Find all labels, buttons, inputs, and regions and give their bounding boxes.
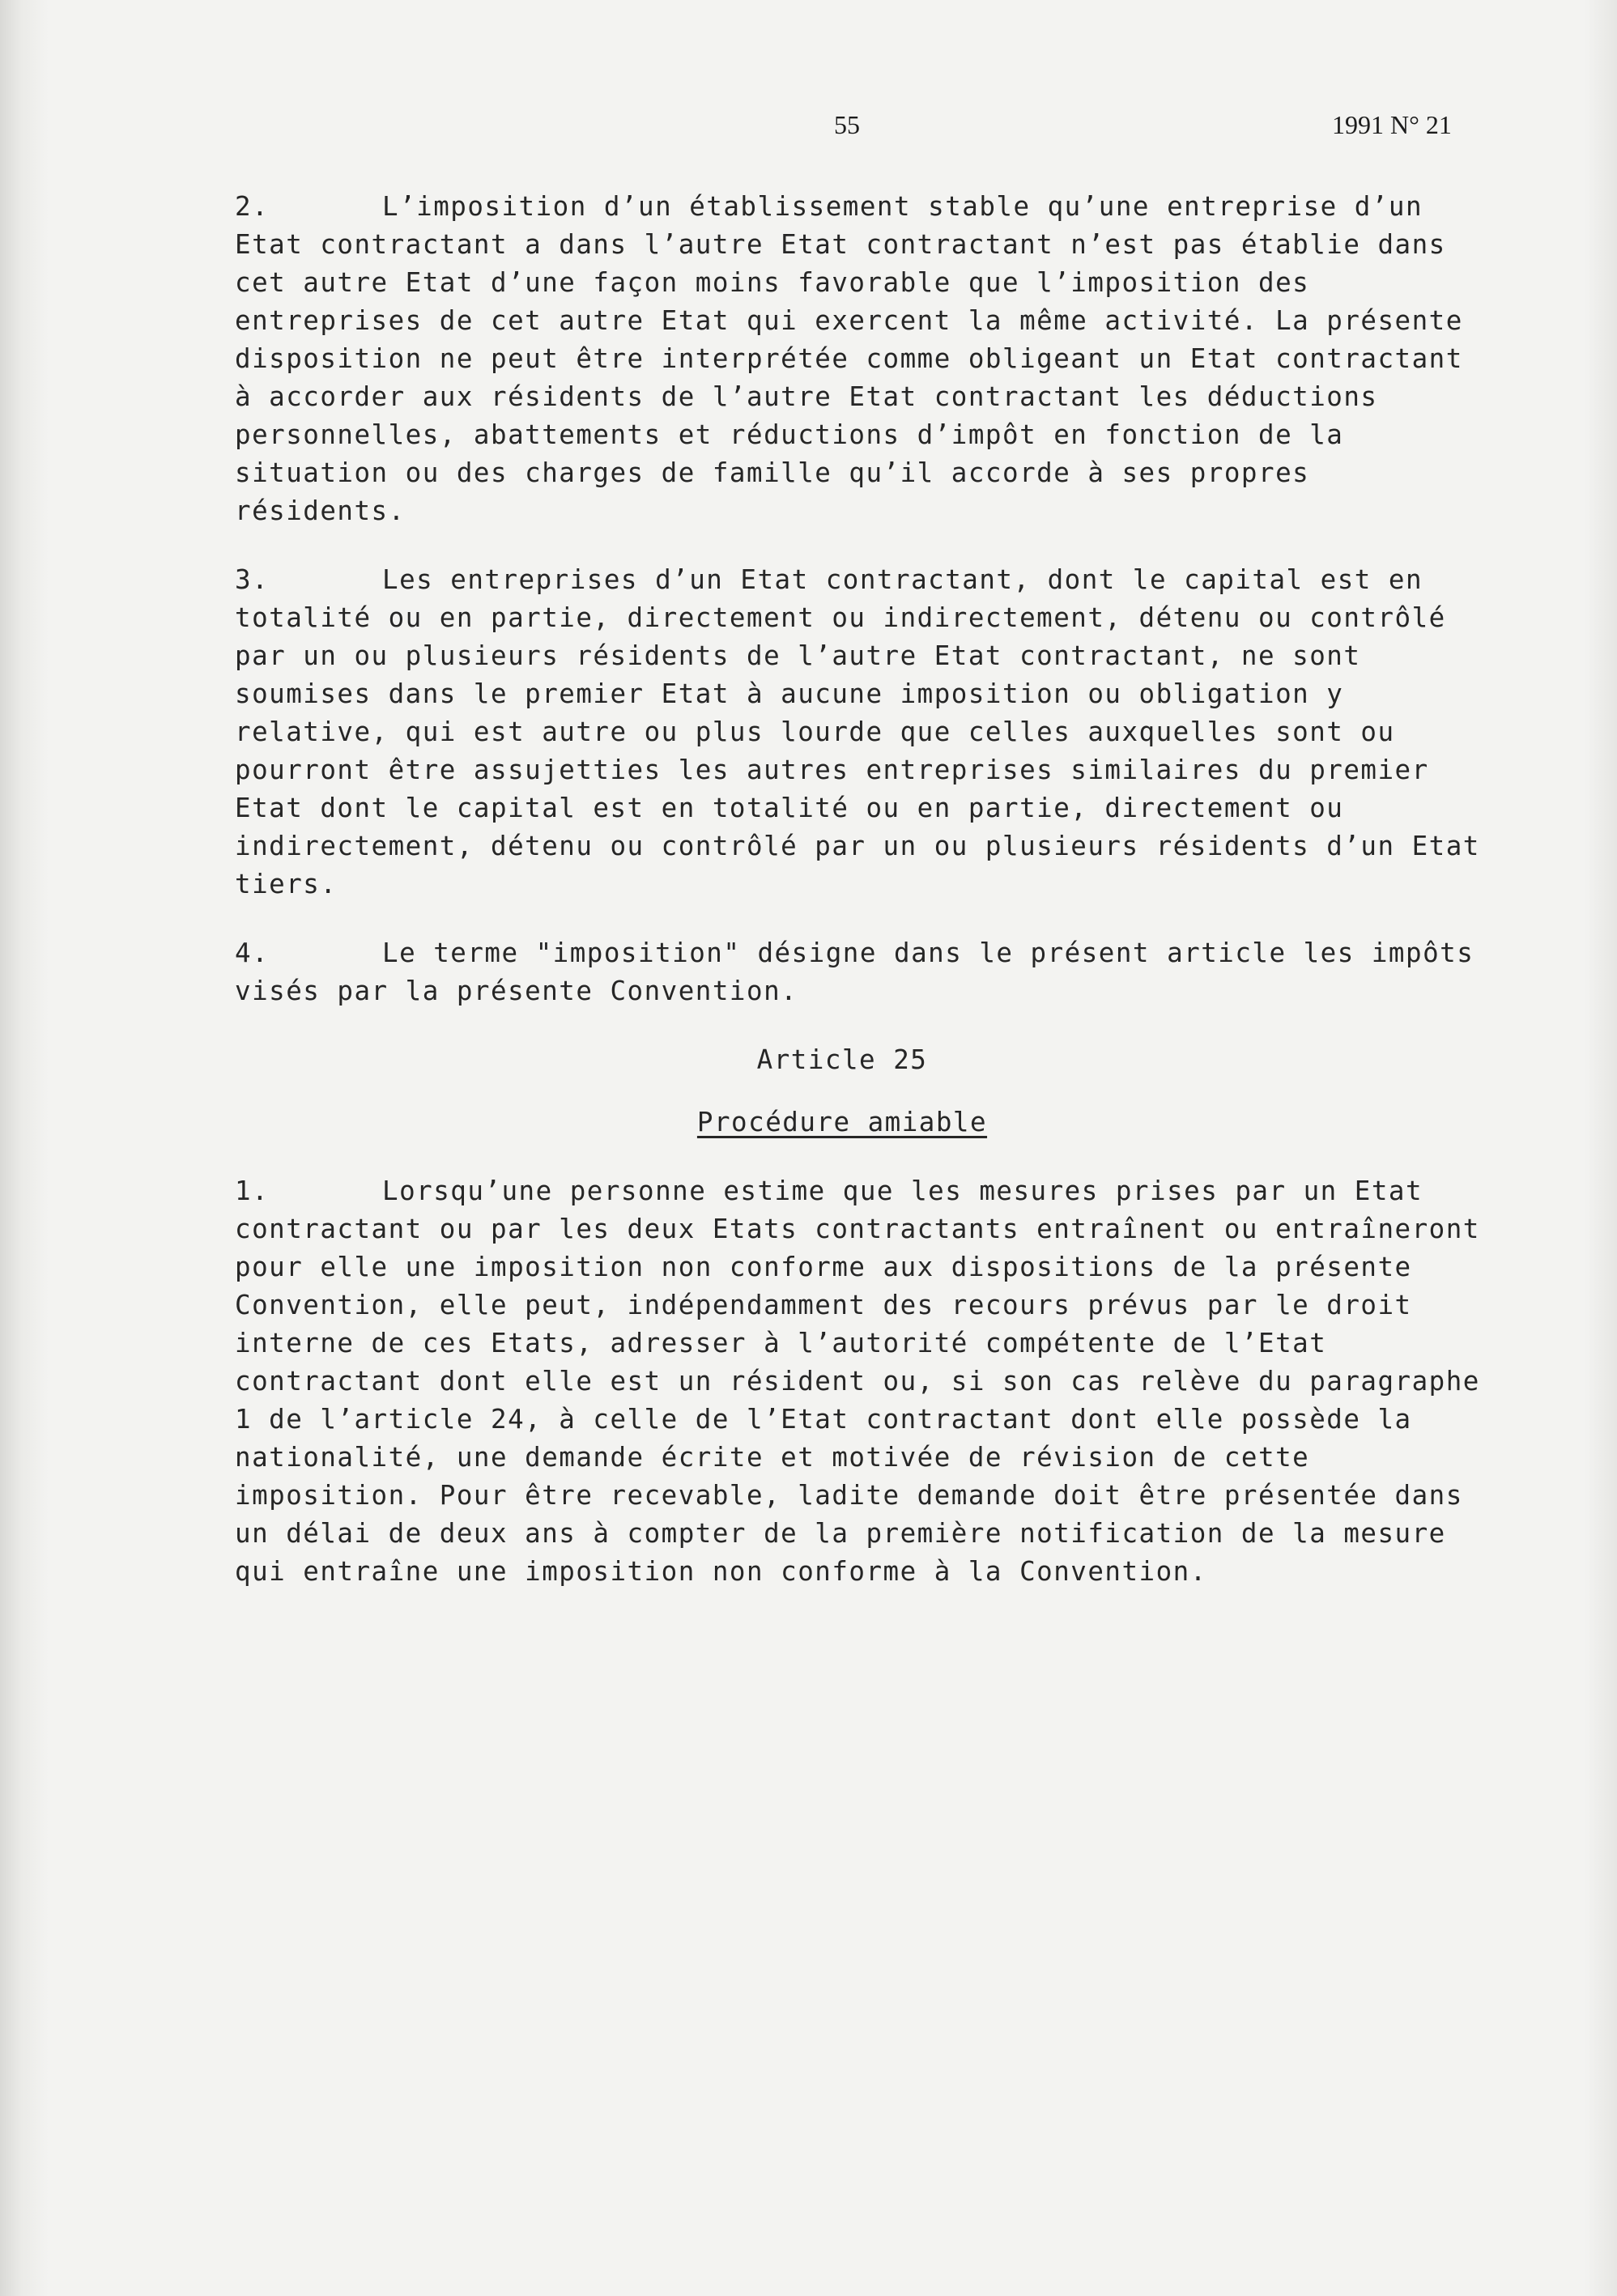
paragraph-text: Le terme "imposition" désigne dans le présent article les impôts visés par la présente Convention.	[235, 938, 1474, 1006]
journal-reference: 1991 N° 21	[1332, 110, 1452, 139]
article-heading: Article 25	[756, 1044, 928, 1075]
page-gutter-shadow	[0, 0, 49, 2296]
paragraph-text: Lorsqu’une personne estime que les mesures prises par un Etat contractant ou par les deux Etats contractants entraînent ou entraîneront pour elle une imposition non conforme aux dispositions de la présente Convention, elle peut, indépendamment des recours prévus par le droit interne de ces Etats, adresser à l’autorité compétente de l’Etat contractant dont elle est un résident ou, si son cas relève du paragraphe 1 de l’article 24, à celle de l’Etat contractant dont elle possède la nationalité, une demande écrite et motivée de révision de cette imposition. Pour être recevable, ladite demande doit être présentée dans un délai de deux ans à compter de la première notification de la mesure qui entraîne une imposition non conforme à la Convention.	[235, 1176, 1480, 1587]
paragraph-number: 4.	[235, 938, 270, 968]
paragraph-number: 2.	[235, 191, 270, 222]
paragraph-number: 3.	[235, 564, 270, 595]
paragraph-text: L’imposition d’un établissement stable qu’une entreprise d’un Etat contractant a dans l’autre Etat contractant n’est pas établie dans cet autre Etat d’une façon moins favorable que l’imposition des entreprises de cet autre Etat qui exercent la même activité. La présente disposition ne peut être interprétée comme obligeant un Etat contractant à accorder aux résidents de l’autre Etat contractant les déductions personnelles, abattements et réductions d’impôt en fonction de la situation ou des charges de famille qu’il accorde à ses propres résidents.	[235, 191, 1463, 526]
document-body	[235, 188, 1482, 1622]
paragraph-2	[235, 188, 1482, 530]
paragraph-1	[235, 1172, 1482, 1591]
paragraph-4	[235, 934, 1482, 1010]
page-number: 55	[834, 110, 860, 139]
paragraph-text: Les entreprises d’un Etat contractant, dont le capital est en totalité ou en partie, directement ou indirectement, détenu ou contrôlé par un ou plusieurs résidents de l’autre Etat contractant, ne sont soumises dans le premier Etat à aucune imposition ou obligation y relative, qui est autre ou plus lourde que celles auxquelles sont ou pourront être assujetties les autres entreprises similaires du premier Etat dont le capital est en totalité ou en partie, directement ou indirectement, détenu ou contrôlé par un ou plusieurs résidents d’un Etat tiers.	[235, 564, 1480, 899]
page-edge-shadow	[1585, 0, 1617, 2296]
article-title: Procédure amiable	[696, 1107, 988, 1137]
paragraph-number: 1.	[235, 1176, 270, 1206]
page-header	[0, 110, 1617, 151]
paragraph-3	[235, 561, 1482, 904]
